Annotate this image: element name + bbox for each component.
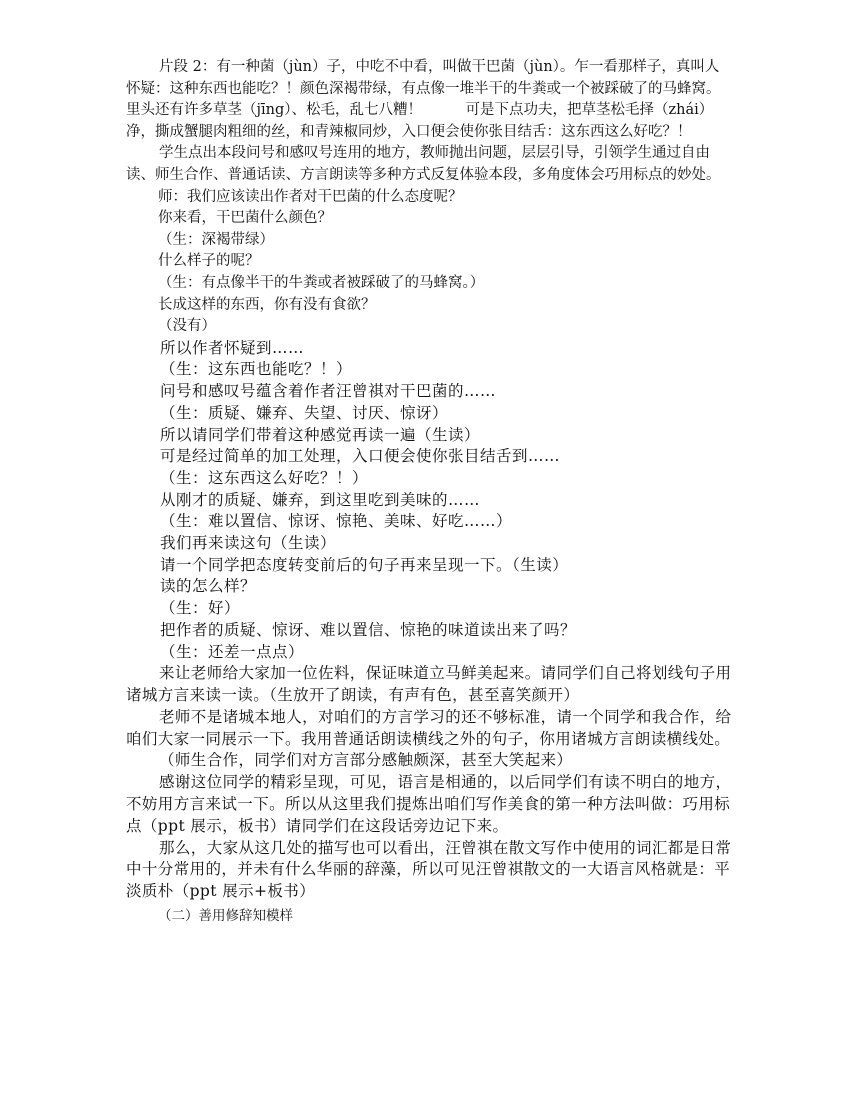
dialogue-line: 你来看，干巴菌什么颜色？	[158, 210, 332, 227]
paragraph-cooperation: 老师不是诸城本地人，对咱们的方言学习的还不够标准，请一个同学和我合作，给咱们大家一同展示一下。我用普通话朗读横线之外的句子，你用诸城方言朗读横线处。	[126, 707, 732, 748]
dialogue-line: （生：还差一点点）	[160, 642, 305, 661]
dialogue-line: （生：这东西也能吃？！）	[160, 360, 353, 379]
dialogue-line: （生：这东西这么好吃？！）	[160, 468, 369, 487]
dialogue-line: （生：深褐带绿）	[158, 231, 274, 248]
paragraph-dialect: 来让老师给大家加一位佐料，保证味道立马鲜美起来。请同学们自己将划线句子用诸城方言来读一读。（生放开了朗读，有声有色，甚至喜笑颜开）	[126, 664, 732, 705]
paragraph-intro: 学生点出本段问号和感叹号连用的地方，教师抛出问题，层层引导，引领学生通过自由读、师生合作、普通话读、方言朗读等多种方式反复体验本段，多角度体会巧用标点的妙处。	[126, 145, 721, 183]
dialogue-line: 问号和感叹号蕴含着作者汪曾祺对干巴菌的……	[160, 382, 497, 401]
dialogue-line: 什么样子的呢？	[158, 253, 260, 270]
dialogue-line: 我们再来读这句（生读）	[160, 534, 337, 553]
paragraph-style: 那么，大家从这几处的描写也可以看出，汪曾祺在散文写作中使用的词汇都是日常中十分常用的，并未有什么华丽的辞藻，所以可见汪曾祺散文的一大语言风格就是：平淡质朴（ppt 展示+板书）	[126, 838, 732, 901]
dialogue-line: 请一个同学把态度转变前后的句子再来呈现一下。（生读）	[160, 555, 569, 574]
dialogue-block-a	[0, 187, 860, 338]
paragraph-reaction: （师生合作，同学们对方言部分感触颇深，甚至大笑起来）	[159, 751, 573, 770]
paragraph-method: 感谢这位同学的精彩呈现，可见，语言是相通的，以后同学们有读不明白的地方，不妨用方言来试一下。所以从这里我们提炼出咱们写作美食的第一种方法叫做：巧用标点（ppt 展示，板书）请同学们在这段话旁边记下来。	[126, 773, 732, 835]
dialogue-line: 读的怎么样？	[160, 577, 257, 596]
dialogue-line: （生：有点像半干的牛粪或者被踩破了的马蜂窝。）	[158, 274, 485, 291]
dialogue-line: （生：质疑、嫌弃、失望、讨厌、惊讶）	[160, 403, 449, 422]
dialogue-line: 可是经过简单的加工处理，入口便会使你张目结舌到……	[160, 447, 561, 466]
paragraph-excerpt: 片段 2：有一种菌（jùn）子，中吃不中看，叫做干巴菌（jùn）。乍一看那样子，真叫人怀疑：这种东西也能吃？！颜色深褐带绿，有点像一堆半干的牛粪或一个被踩破了的马蜂窝。里头还有许多草茎（jīng）、松毛，乱七八糟！ 可是下点功夫，把草茎松毛择（zhái）净，撕成蟹腿肉粗细的丝，和青辣椒同炒，入口便会使你张目结舌：这东西这么好吃？！	[126, 59, 721, 140]
dialogue-line: 所以请同学们带着这种感觉再读一遍（生读）	[160, 425, 481, 444]
section-subheading: （二）善用修辞知模样	[158, 908, 293, 925]
dialogue-line: 长成这样的东西，你有没有食欲？	[158, 296, 376, 313]
dialogue-line: 所以作者怀疑到……	[160, 338, 305, 357]
dialogue-line: （生：好）	[160, 599, 241, 618]
dialogue-line: （没有）	[158, 318, 216, 335]
dialogue-line: 把作者的质疑、惊讶、难以置信、惊艳的味道读出来了吗？	[160, 620, 577, 639]
dialogue-line: 师：我们应该读出作者对干巴菌的什么态度呢？	[158, 188, 463, 205]
dialogue-line: （生：难以置信、惊讶、惊艳、美味、好吃……）	[160, 512, 513, 531]
dialogue-line: 从刚才的质疑、嫌弃，到这里吃到美味的……	[160, 490, 481, 509]
dialogue-block-b	[0, 338, 860, 664]
